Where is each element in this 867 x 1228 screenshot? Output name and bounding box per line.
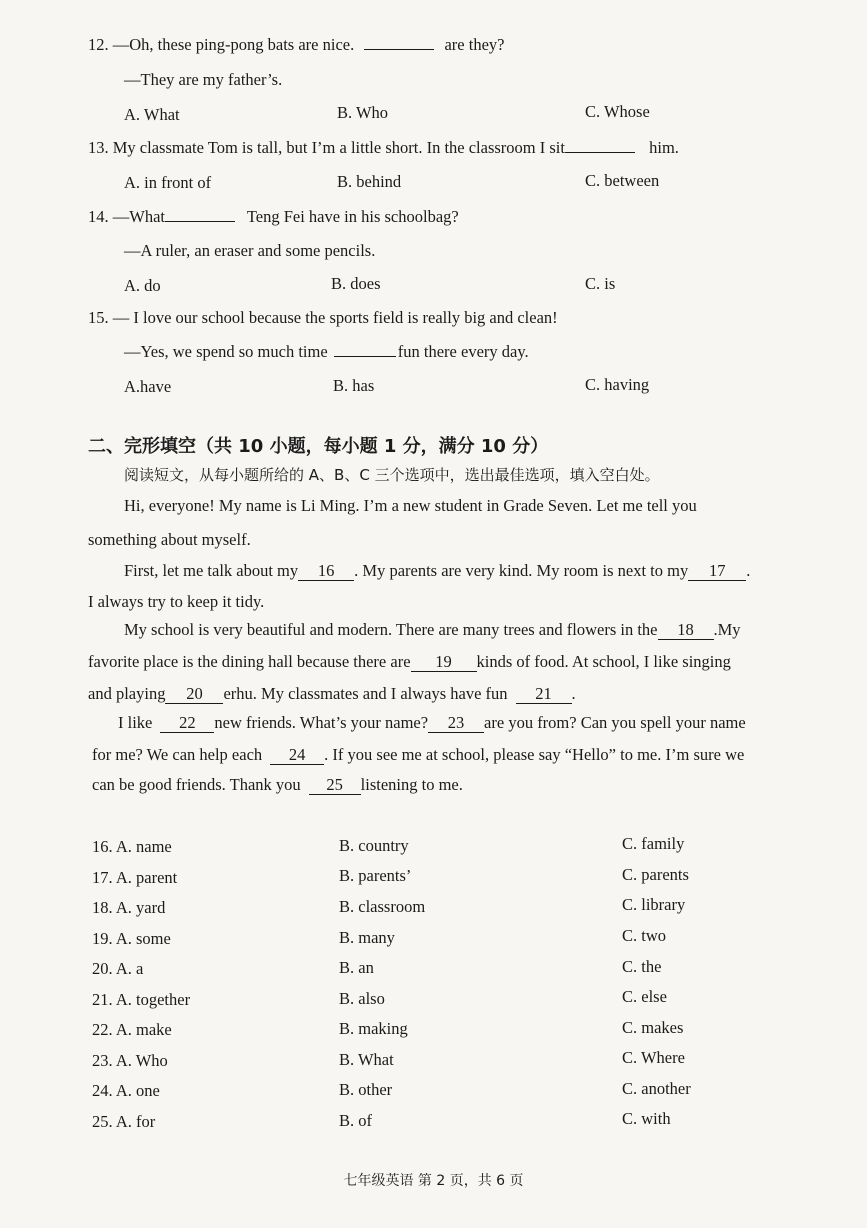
blank-16[interactable]: 16 [298,562,354,581]
option-b[interactable]: B. behind [337,172,402,191]
cloze-option-b[interactable]: B. What [339,1050,394,1069]
passage-text: new friends. What’s your name? [214,713,429,732]
cloze-option-b[interactable]: B. other [339,1080,393,1099]
passage-line: First, let me talk about my 16 . My parents are very kind. My room is next to my 17 . [124,561,751,580]
answer-blank[interactable] [364,35,434,50]
cloze-option-b[interactable]: B. many [339,928,395,947]
question-13 [88,137,679,159]
passage-line: and playing 20 erhu. My classmates and I always have fun 21 . [88,684,576,703]
cloze-option-a[interactable]: 16. A. name [92,837,172,856]
passage-text: .My [713,620,741,639]
passage-text: . My parents are very kind. My room is next to my [354,561,689,580]
option-a[interactable]: A. in front of [124,173,212,192]
cloze-option-b[interactable]: B. of [339,1111,372,1130]
reply-before: —Yes, we spend so much time [124,342,328,361]
question-stem-after: Teng Fei have in his schoolbag? [246,207,459,226]
section-title: 二、完形填空（共 10 小题，每小题 1 分，满分 10 分） [88,436,549,457]
answer-blank[interactable] [565,138,635,153]
passage-text: My school is very beautiful and modern. There are many trees and flowers in the [124,620,658,639]
cloze-option-c[interactable]: C. the [622,957,662,976]
passage-text: listening to me. [360,775,463,794]
cloze-option-a[interactable]: 24. A. one [92,1081,160,1100]
answer-blank[interactable] [165,207,235,222]
passage-text: . If you see me at school, please say “Hello” to me. I’m sure we [324,745,745,764]
option-a[interactable]: A. What [124,105,180,124]
cloze-option-b[interactable]: B. country [339,836,409,855]
question-15-reply [124,341,529,363]
option-b[interactable]: B. has [333,376,375,395]
passage-line [88,652,731,672]
question-stem: 12. —Oh, these ping-pong bats are nice. [88,35,355,54]
question-15: 15. — I love our school because the sports field is really big and clean! [88,308,558,327]
passage-text: First, let me talk about my [124,561,299,580]
option-a[interactable]: A.have [124,377,172,396]
passage-line [124,620,741,640]
question-12-reply: —They are my father’s. [124,70,283,89]
cloze-option-c[interactable]: C. parents [622,865,689,884]
question-stem: 14. —What [88,207,165,226]
passage-line [118,713,746,733]
cloze-option-a[interactable]: 17. A. parent [92,868,178,887]
cloze-option-c[interactable]: C. two [622,926,667,945]
cloze-option-a[interactable]: 18. A. yard [92,898,166,917]
passage-text: erhu. My classmates and I always have fun [223,684,508,703]
cloze-option-c[interactable]: C. with [622,1109,671,1128]
passage-line: I always try to keep it tidy. [88,592,265,611]
cloze-option-c[interactable]: C. else [622,987,667,1006]
cloze-option-c[interactable]: C. Where [622,1048,685,1067]
reply-after: fun there every day. [397,342,529,361]
question-stem: 13. My classmate Tom is tall, but I’m a little short. In the classroom I sit [88,138,565,157]
page-footer: 七年级英语 第 2 页，共 6 页 [343,1173,524,1189]
blank-17[interactable]: 17 [688,562,746,581]
question-stem-after: are they? [444,35,505,54]
passage-line [92,745,744,765]
blank-20[interactable]: 20 [165,685,223,704]
cloze-option-c[interactable]: C. library [622,895,686,914]
cloze-option-c[interactable]: C. family [622,834,685,853]
question-stem-after: him. [649,138,679,157]
blank-18[interactable]: 18 [658,621,714,640]
passage-text: can be good friends. Thank you [92,775,301,794]
cloze-option-b[interactable]: B. an [339,958,374,977]
cloze-option-b[interactable]: B. parents’ [339,866,412,885]
blank-25[interactable]: 25 [309,776,361,795]
blank-21[interactable]: 21 [516,685,572,704]
option-a[interactable]: A. do [124,276,161,295]
blank-24[interactable]: 24 [270,746,324,765]
option-c[interactable]: C. between [585,171,660,190]
passage-line: Hi, everyone! My name is Li Ming. I’m a new student in Grade Seven. Let me tell you [124,496,697,515]
cloze-option-b[interactable]: B. making [339,1019,408,1038]
passage-text: kinds of food. At school, I like singing [476,652,731,671]
question-14-reply: —A ruler, an eraser and some pencils. [124,241,376,260]
cloze-option-a[interactable]: 21. A. together [92,990,191,1009]
cloze-option-c[interactable]: C. makes [622,1018,684,1037]
section-instruction: 阅读短文，从每小题所给的 A、B、C 三个选项中，选出最佳选项，填入空白处。 [124,466,660,484]
blank-19[interactable]: 19 [411,653,477,672]
cloze-option-c[interactable]: C. another [622,1079,691,1098]
option-b[interactable]: B. Who [337,103,389,122]
cloze-option-a[interactable]: 20. A. a [92,959,144,978]
cloze-option-b[interactable]: B. also [339,989,385,1008]
cloze-option-a[interactable]: 23. A. Who [92,1051,168,1070]
answer-blank[interactable] [334,342,396,357]
option-c[interactable]: C. is [585,274,616,293]
passage-text: I like [118,713,153,732]
blank-23[interactable]: 23 [428,714,484,733]
question-12 [88,34,504,56]
passage-line [92,775,463,795]
passage-text: and playing [88,684,166,703]
passage-text: favorite place is the dining hall because there are [88,652,411,671]
option-c[interactable]: C. having [585,375,650,394]
cloze-option-a[interactable]: 25. A. for [92,1112,156,1131]
cloze-option-b[interactable]: B. classroom [339,897,426,916]
cloze-option-a[interactable]: 22. A. make [92,1020,172,1039]
question-14 [88,206,459,228]
cloze-option-a[interactable]: 19. A. some [92,929,171,948]
passage-text: are you from? Can you spell your name [484,713,746,732]
blank-22[interactable]: 22 [160,714,214,733]
passage-text: for me? We can help each [92,745,263,764]
passage-line: something about myself. [88,530,251,549]
option-c[interactable]: C. Whose [585,102,650,121]
option-b[interactable]: B. does [331,274,381,293]
